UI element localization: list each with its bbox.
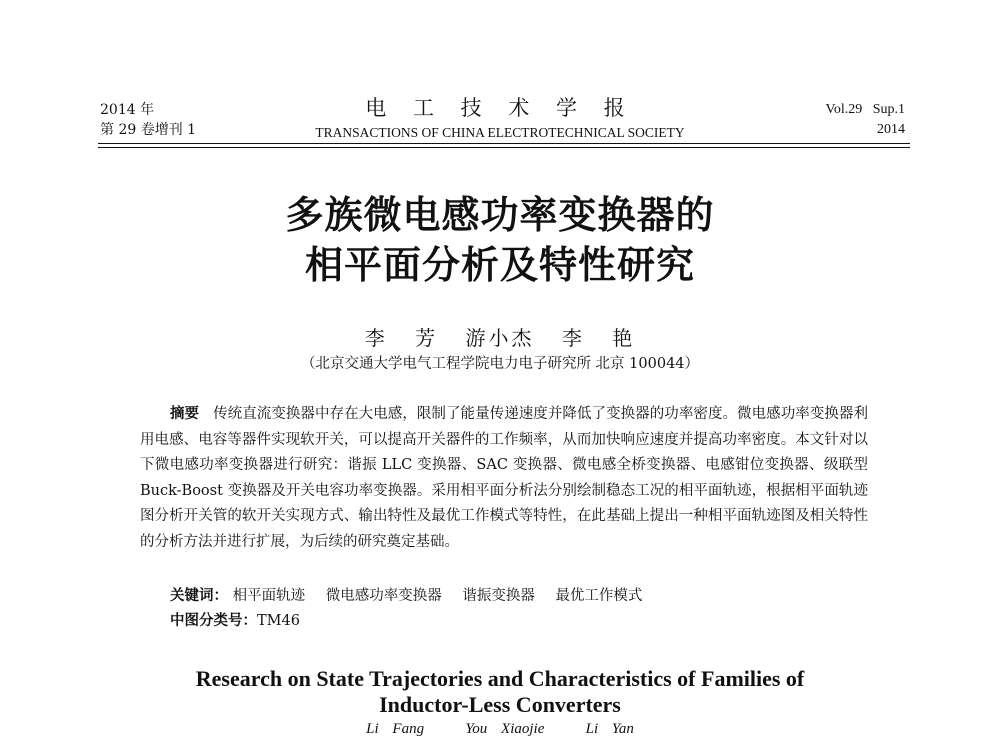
- classification-label: 中图分类号：: [170, 613, 257, 629]
- journal-name-cn: 电 工 技 术 学 报: [365, 96, 635, 120]
- english-title-line1: Research on State Trajectories and Characteristics of Families of: [195, 666, 805, 691]
- affiliation: （北京交通大学电气工程学院电力电子研究所 北京 100044）: [300, 356, 700, 372]
- keywords: [170, 584, 658, 609]
- keyword: 微电感功率变换器: [325, 588, 442, 604]
- keyword: 最优工作模式: [555, 588, 643, 604]
- classification: [170, 609, 300, 634]
- abstract: [140, 402, 868, 555]
- author-list: 李 芳 游小杰 李 艳: [364, 326, 636, 350]
- journal-name-en: TRANSACTIONS OF CHINA ELECTROTECHNICAL SOCIETY: [315, 125, 685, 140]
- paper-title-line1: 多族微电感功率变换器的: [285, 193, 715, 237]
- issue-volume: 第 29 卷增刊 1: [100, 122, 197, 138]
- paper-title-line2: 相平面分析及特性研究: [304, 243, 695, 287]
- english-title-line2: Inductor-Less Converters: [379, 692, 621, 717]
- classification-value: TM46: [257, 613, 300, 629]
- volume-info: [826, 100, 905, 140]
- english-authors: Li Fang You Xiaojie Li Yan: [366, 721, 634, 737]
- abstract-label: 摘要: [170, 406, 200, 422]
- issue-year: 2014 年: [100, 102, 155, 118]
- paper-title: [0, 190, 1000, 290]
- header-rule-thick: [98, 143, 910, 144]
- abstract-text: 传统直流变换器中存在大电感，限制了能量传递速度并降低了变换器的功率密度。微电感功率变换器利用电感、电容等器件实现软开关，可以提高开关器件的工作频率，从而加快响应速度并提高功率密度。本文针对以下微电感功率变换器进行研究：谐振 LLC 变换器、SAC 变换器、微电感全桥变换器、电感钳位变换器、级联型 Buck-Boost 变换器及开关电容功率变换器。采用相平面分析法分别绘制稳态工况的相平面轨迹，根据相平面轨迹图分析开关管的软开关实现方式、输出特性及最优工作模式等特性，在此基础上提出一种相平面轨迹图及相关特性的分析方法并进行扩展，为后续的研究奠定基础。: [140, 406, 868, 550]
- keyword: 谐振变换器: [462, 588, 535, 604]
- volume-year: 2014: [877, 122, 905, 137]
- keyword: 相平面轨迹: [232, 588, 306, 604]
- header-rule-thin: [98, 147, 910, 148]
- keywords-label: 关键词：: [170, 588, 228, 604]
- english-title: [0, 666, 1000, 718]
- volume-number: Vol.29 Sup.1: [825, 102, 905, 117]
